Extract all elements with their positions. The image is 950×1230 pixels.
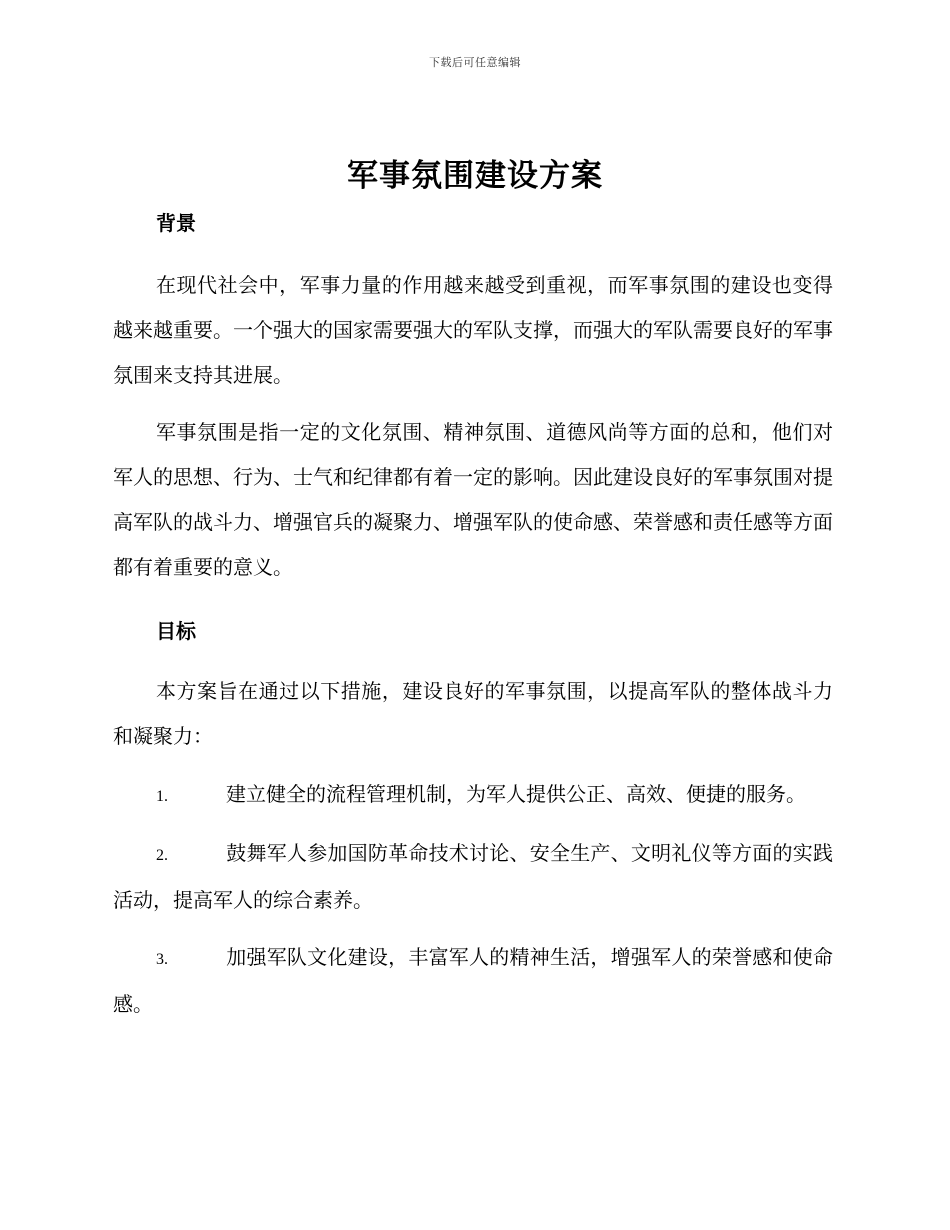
list-item-text: 加强军队文化建设，丰富军人的精神生活，增强军人的荣誉感和使命感。 [113, 945, 833, 1016]
list-number: 3. [156, 951, 168, 968]
goal-intro-paragraph: 本方案旨在通过以下措施，建设良好的军事氛围，以提高军队的整体战斗力和凝聚力： [113, 679, 833, 748]
document-body [113, 208, 833, 1027]
background-paragraph-2: 军事氛围是指一定的文化氛围、精神氛围、道德风尚等方面的总和，他们对军人的思想、行为、士气和纪律都有着一定的影响。因此建设良好的军事氛围对提高军队的战斗力、增强官兵的凝聚力、增强军队的使命感、荣誉感和责任感等方面都有着重要的意义。 [113, 420, 833, 579]
list-item-text: 鼓舞军人参加国防革命技术讨论、安全生产、文明礼仪等方面的实践活动，提高军人的综合素养。 [113, 841, 833, 912]
goal-list-item-1 [113, 772, 833, 819]
section-heading-background: 背景 [156, 211, 196, 235]
list-number: 2. [156, 847, 168, 864]
goal-list-item-2 [113, 831, 833, 923]
section-heading-goal: 目标 [156, 619, 196, 643]
list-number: 1. [156, 788, 168, 805]
document-title: 军事氛围建设方案 [347, 158, 603, 194]
background-paragraph-1: 在现代社会中，军事力量的作用越来越受到重视，而军事氛围的建设也变得越来越重要。一个强大的国家需要强大的军队支撑，而强大的军队需要良好的军事氛围来支持其进展。 [113, 273, 833, 387]
goal-list-item-3 [113, 935, 833, 1027]
page-header-note: 下载后可任意编辑 [429, 56, 521, 69]
list-item-text: 建立健全的流程管理机制，为军人提供公正、高效、便捷的服务。 [226, 782, 806, 806]
